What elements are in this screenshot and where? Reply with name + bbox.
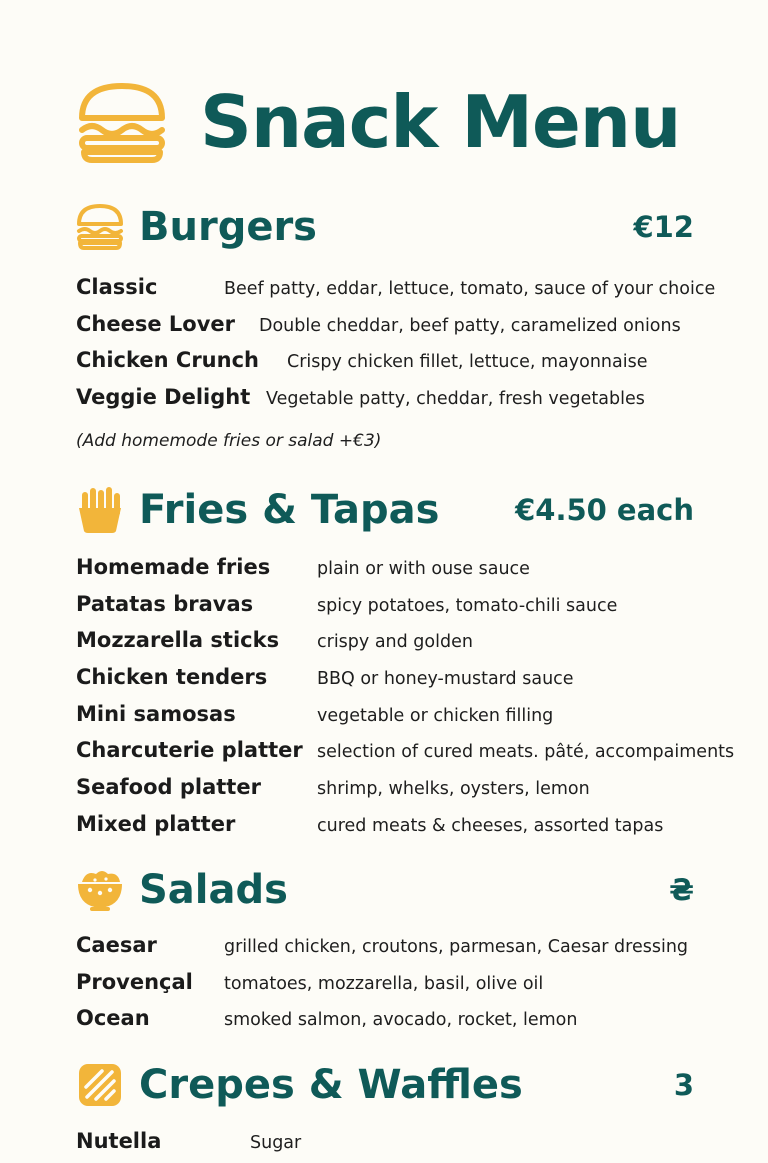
section-header-fries-tapas [76, 486, 716, 542]
menu-item [76, 382, 756, 419]
section-title: Fries & Tapas [139, 487, 440, 533]
section-price: €12 [633, 210, 694, 244]
section-title: Burgers [139, 204, 317, 250]
item-description: Sugar [250, 1133, 302, 1153]
menu-item [76, 662, 756, 699]
item-description: grilled chicken, croutons, parmesan, Caesar dressing [224, 937, 689, 957]
waffle-icon [76, 1061, 124, 1109]
menu-item [76, 1003, 756, 1040]
section-price: 3 [673, 1068, 694, 1102]
item-name: Chicken tenders [76, 665, 268, 690]
item-description: Double cheddar, beef patty, caramelized onions [259, 315, 681, 336]
item-description: crispy and golden [317, 632, 473, 653]
item-description: BBQ or honey-mustard sauce [317, 669, 574, 690]
menu-item [76, 699, 756, 736]
item-description: spicy potatoes, tomato-chili sauce [317, 595, 618, 616]
item-name: Nutella [76, 1129, 162, 1153]
menu-header [76, 78, 716, 168]
item-name: Mini samosas [76, 701, 236, 726]
burger-icon [76, 203, 124, 251]
item-name: Chicken Crunch [76, 348, 259, 373]
item-name: Veggie Delight [76, 385, 251, 410]
item-description: Vegetable patty, cheddar, fresh vegetables [266, 389, 645, 410]
page-title: Snack Menu [200, 80, 681, 164]
menu-item [76, 552, 756, 589]
item-name: Homemade fries [76, 555, 271, 579]
menu-item [76, 309, 756, 346]
section-price: €4.50 each [515, 493, 694, 527]
menu-item [76, 967, 756, 1004]
burgers-list [76, 272, 756, 419]
menu-item [76, 1126, 756, 1163]
crepes-waffles-list [76, 1126, 756, 1163]
item-name: Classic [76, 275, 158, 299]
section-header-salads [76, 866, 716, 922]
section-header-crepes-waffles [76, 1061, 716, 1117]
section-header-burgers [76, 203, 716, 259]
item-description: cured meats & cheeses, assorted tapas [317, 815, 664, 836]
menu-item [76, 809, 756, 846]
menu-item [76, 735, 756, 772]
item-name: Seafood platter [76, 775, 261, 800]
section-title: Salads [139, 867, 288, 913]
item-name: Ocean [76, 1006, 150, 1031]
burger-logo-icon [76, 80, 168, 164]
item-name: Patatas bravas [76, 591, 254, 616]
fries-icon [76, 486, 124, 534]
menu-item [76, 930, 756, 967]
item-name: Provençal [76, 969, 193, 994]
item-name: Mixed platter [76, 811, 236, 836]
item-description: tomatoes, mozzarella, basil, olive oil [224, 973, 544, 994]
section-title: Crepes & Waffles [139, 1062, 523, 1108]
salads-list [76, 930, 756, 1040]
menu-item [76, 772, 756, 809]
item-description: smoked salmon, avocado, rocket, lemon [224, 1010, 578, 1031]
fries-tapas-list [76, 552, 756, 846]
item-name: Cheese Lover [76, 311, 235, 336]
item-description: shrimp, whelks, oysters, lemon [317, 779, 590, 800]
item-description: Crispy chicken fillet, lettuce, mayonnaise [287, 352, 648, 373]
add-on-note: (Add homemode fries or salad +€3) [76, 431, 382, 451]
menu-item [76, 589, 756, 626]
item-name: Caesar [76, 933, 157, 957]
item-description: Beef patty, eddar, lettuce, tomato, sauce of your choice [224, 279, 716, 299]
item-name: Mozzarella sticks [76, 628, 280, 653]
menu-item [76, 625, 756, 662]
item-description: selection of cured meats. pâté, accompaiments [317, 742, 735, 763]
menu-item [76, 345, 756, 382]
salad-bowl-icon [76, 866, 124, 914]
menu-item [76, 272, 756, 309]
section-price: ₴ [669, 873, 694, 907]
item-name: Charcuterie platter [76, 738, 303, 763]
item-description: plain or with ouse sauce [317, 559, 530, 579]
item-description: vegetable or chicken filling [317, 705, 554, 726]
